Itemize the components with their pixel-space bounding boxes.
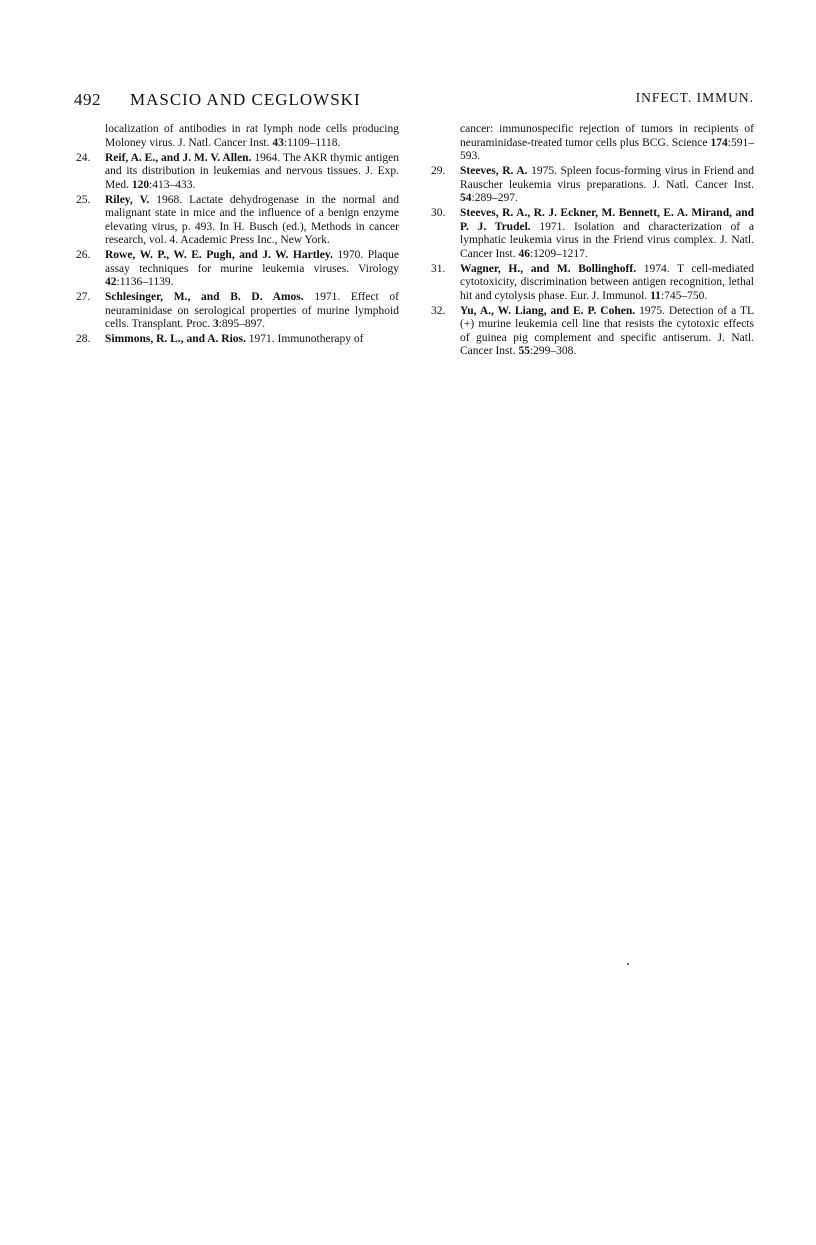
reference-pages: :1136–1139. [116, 276, 174, 288]
right-column [431, 123, 754, 360]
reference-entry [76, 249, 399, 290]
reference-authors: Rowe, W. P., W. E. Pugh, and J. W. Hartley. [105, 249, 333, 261]
reference-entry [431, 305, 754, 359]
reference-number: 27. [76, 291, 91, 303]
page-header [74, 90, 754, 116]
reference-number: 28. [76, 333, 91, 345]
reference-volume: 42 [105, 276, 117, 288]
reference-number: 26. [76, 249, 91, 261]
reference-pages: :299–308. [529, 345, 577, 357]
reference-volume: 46 [518, 247, 530, 260]
running-head-journal: INFECT. IMMUN. [635, 90, 754, 105]
reference-volume: 54 [460, 192, 472, 204]
reference-text: 1971. Effect of neuraminidase on serological properties of murine lymphoid cells. Transplant. Proc. [105, 291, 399, 330]
reference-number: 29. [431, 165, 446, 177]
reference-number: 25. [76, 193, 91, 206]
reference-authors: Wagner, H., and M. Bollinghoff. [460, 262, 637, 275]
stray-mark [627, 963, 629, 965]
reference-text: 1971. Isolation and characterization of a lymphatic leukemia virus in the Friend virus complex. J. Natl. Cancer Inst. [460, 220, 754, 260]
reference-entry [431, 207, 754, 261]
reference-entry [76, 152, 399, 193]
reference-number: 24. [76, 151, 91, 164]
reference-entry [76, 291, 399, 332]
reference-pages: :745–750. [660, 289, 708, 302]
reference-pages: :895–897. [218, 318, 266, 330]
reference-list-left [76, 152, 399, 347]
reference-entry [76, 333, 399, 347]
reference-volume: 55 [518, 345, 530, 357]
reference-entry [431, 165, 754, 206]
reference-authors: Steeves, R. A. [460, 165, 528, 177]
reference-pages: :289–297. [471, 192, 518, 204]
reference-authors: Simmons, R. L., and A. Rios. [105, 333, 246, 345]
reference-continuation: cancer: immunospecific rejection of tumors in recipients of neuraminidase-treated tumor cells plus BCG. Science 174:591–593. [460, 123, 754, 162]
reference-list-right [431, 165, 754, 359]
reference-text: 1968. Lactate dehydrogenase in the normal and malignant state in mice and the influence of a benign enzyme elevating virus, p. 493. In H. Busch (ed.), Methods in cancer research, vol. 4. Academic Press Inc., New York. [105, 193, 399, 246]
reference-pages: :1209–1217. [529, 247, 588, 260]
reference-pages: :413–433. [149, 178, 196, 191]
reference-authors: Yu, A., W. Liang, and E. P. Cohen. [460, 304, 636, 317]
reference-text: 1971. Immunotherapy of [245, 333, 364, 345]
reference-text: 1974. T cell-mediated cytotoxicity, discrimination between antigen recognition, lethal hit and cytolysis phase. Eur. J. Immunol. [460, 262, 755, 302]
reference-authors: Reif, A. E., and J. M. V. Allen. [105, 151, 252, 164]
reference-authors: Schlesinger, M., and B. D. Amos. [105, 291, 304, 303]
page-number: 492 [74, 90, 101, 109]
reference-volume: 11 [650, 289, 661, 302]
reference-number: 32. [431, 304, 446, 317]
reference-volume: 3 [212, 318, 219, 330]
reference-number: 30. [431, 207, 446, 219]
reference-entry [76, 194, 399, 248]
reference-entry [431, 263, 754, 304]
running-head-authors: MASCIO AND CEGLOWSKI [130, 90, 361, 109]
reference-authors: Riley, V. [105, 193, 150, 206]
reference-volume: 120 [131, 178, 150, 191]
reference-number: 31. [431, 262, 446, 275]
reference-text: 1975. Spleen focus-forming virus in Friend and Rauscher leukemia virus preparations. J. Natl. Cancer Inst. [460, 165, 754, 191]
reference-continuation: localization of antibodies in rat lymph node cells producing Moloney virus. J. Natl. Cancer Inst. 43:1109–1118. [105, 123, 399, 149]
reference-authors: Steeves, R. A., R. J. Eckner, M. Bennett, E. A. Mirand, and P. J. Trudel. [460, 207, 754, 233]
left-column [76, 123, 399, 348]
reference-text: 1964. The AKR thymic antigen and its distribution in leukemias and nervous tissues. J. Exp. Med. [105, 151, 399, 191]
reference-text: 1970. Plaque assay techniques for murine leukemia viruses. Virology [105, 249, 399, 275]
reference-text: 1975. Detection of a TL (+) murine leukemia cell line that resists the cytotoxic effects of guinea pig complement and specific antiserum. J. Natl. Cancer Inst. [460, 304, 754, 357]
